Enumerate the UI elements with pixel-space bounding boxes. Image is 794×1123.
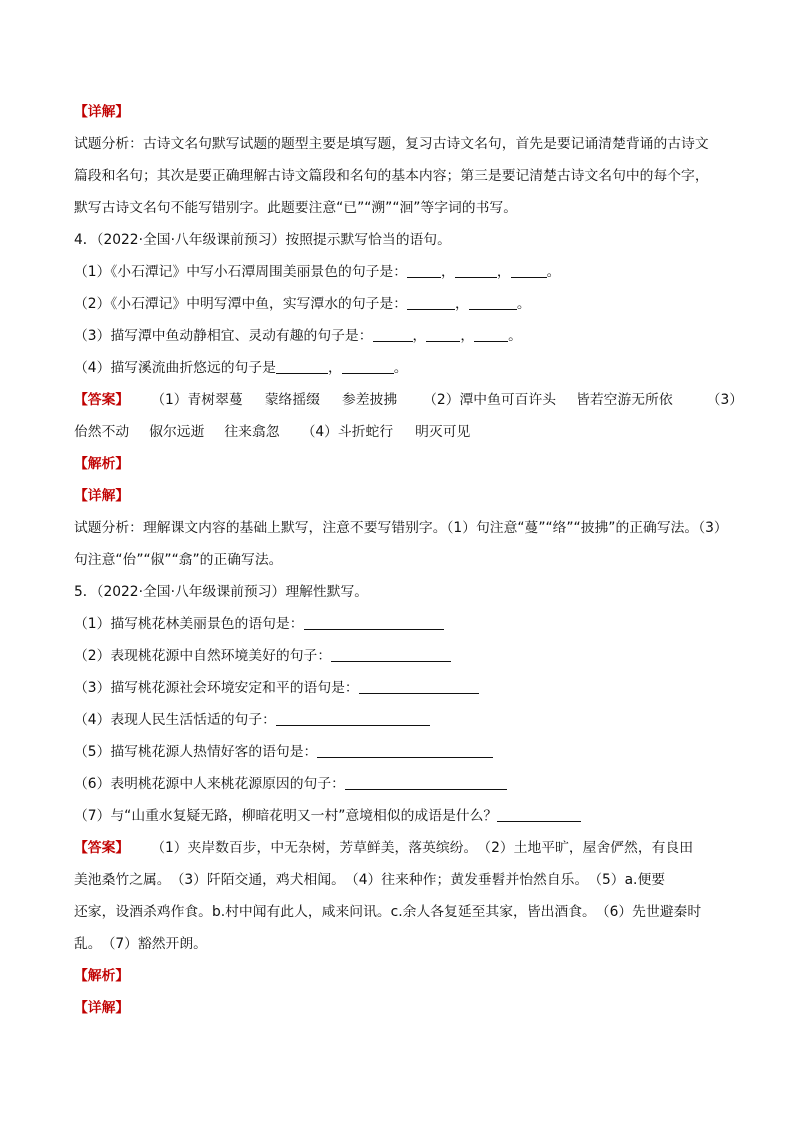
answer-blank[interactable] [511, 263, 547, 278]
question-4-analysis-line: 句注意“佁”“俶”“翕”的正确写法。 [74, 552, 283, 568]
answer-blank[interactable] [276, 711, 430, 726]
answer-blank[interactable] [407, 263, 441, 278]
answer-blank[interactable] [304, 615, 444, 630]
paragraph-line: 默写古诗文名句不能写错别字。此题要注意“已”“溯”“洄”等字词的书写。 [74, 200, 517, 216]
xiangjie-heading: 【详解】 [74, 488, 130, 504]
question-5-sub: （5）描写桃花源人热情好客的语句是： [74, 743, 734, 761]
question-5-sub: （1）描写桃花林美丽景色的语句是： [74, 615, 734, 633]
answer-blank[interactable] [331, 647, 451, 662]
question-4-stem: 4．（2022·全国·八年级课前预习）按照提示默写恰当的语句。 [74, 232, 451, 248]
paragraph-line: 试题分析：古诗文名句默写试题的题型主要是填写题，复习古诗文名句，首先是要记诵清楚背诵的古诗文 [74, 136, 709, 152]
question-5-answer-line: 乱。 （7）豁然开朗。 [74, 936, 207, 952]
paragraph-line: 篇段和名句；其次是要正确理解古诗文篇段和名句的基本内容；第三是要记清楚古诗文名句中的每个字， [74, 168, 709, 184]
jiexi-heading: 【解析】 [74, 456, 130, 472]
answer-blank[interactable] [373, 327, 413, 342]
answer-blank[interactable] [474, 327, 508, 342]
answer-blank[interactable] [317, 743, 493, 758]
answer-blank[interactable] [407, 295, 455, 310]
xiangjie-heading: 【详解】 [74, 104, 130, 120]
question-5-answer-line1: 【答案】 （1）夹岸数百步，中无杂树，芳草鲜美，落英缤纷。 （2）土地平旷，屋舍俨然，有良田 [74, 840, 694, 856]
question-5-sub: （2）表现桃花源中自然环境美好的句子： [74, 647, 734, 665]
question-4-sub4: （4）描写溪流曲折悠远的句子是 ， 。 [74, 360, 408, 376]
question-4-analysis-line: 试题分析：理解课文内容的基础上默写，注意不要写错别字。（1）句注意“蔓”“络”“披拂”的正确写法。（3） [74, 520, 728, 536]
question-5-sub: （6）表明桃花源中人来桃花源原因的句子： [74, 775, 734, 793]
question-5-sub: （4）表现人民生活恬适的句子： [74, 711, 734, 729]
question-4-sub1: （1）《小石潭记》中写小石潭周围美丽景色的句子是： ， ， 。 [74, 264, 561, 280]
question-5-answer-line: 还家，设酒杀鸡作食。b.村中闻有此人，咸来问讯。c.余人各复延至其家，皆出酒食。 （6）先世避秦时 [74, 904, 702, 920]
question-4-answer-line2: 佁然不动 俶尔远逝 往来翕忽 （4）斗折蛇行 明灭可见 [74, 424, 471, 440]
xiangjie-heading: 【详解】 [74, 1000, 130, 1016]
question-4-sub3: （3）描写潭中鱼动静相宜、灵动有趣的句子是： ， ， 。 [74, 328, 522, 344]
answer-blank[interactable] [426, 327, 460, 342]
question-4-answer-line1: 【答案】 （1）青树翠蔓 蒙络摇缀 参差披拂 （2）潭中鱼可百许头 皆若空游无所依 （3） [74, 392, 744, 408]
question-5-sub: （3）描写桃花源社会环境安定和平的语句是： [74, 679, 734, 697]
answer-blank[interactable] [497, 807, 581, 822]
question-5-answer-line: 美池桑竹之属。 （3）阡陌交通，鸡犬相闻。 （4）往来种作；黄发垂髫并怡然自乐。 （5）a.便要 [74, 872, 666, 888]
question-5-stem: 5．（2022·全国·八年级课前预习）理解性默写。 [74, 584, 369, 600]
answer-blank[interactable] [359, 679, 479, 694]
question-4-sub2: （2）《小石潭记》中明写潭中鱼，实写潭水的句子是： ， 。 [74, 296, 531, 312]
question-5-sub: （7）与“山重水复疑无路，柳暗花明又一村”意境相似的成语是什么？ [74, 807, 734, 825]
answer-blank[interactable] [276, 359, 328, 374]
answer-blank[interactable] [455, 263, 497, 278]
answer-blank[interactable] [342, 359, 394, 374]
answer-blank[interactable] [469, 295, 517, 310]
jiexi-heading: 【解析】 [74, 968, 130, 984]
answer-blank[interactable] [345, 775, 507, 790]
